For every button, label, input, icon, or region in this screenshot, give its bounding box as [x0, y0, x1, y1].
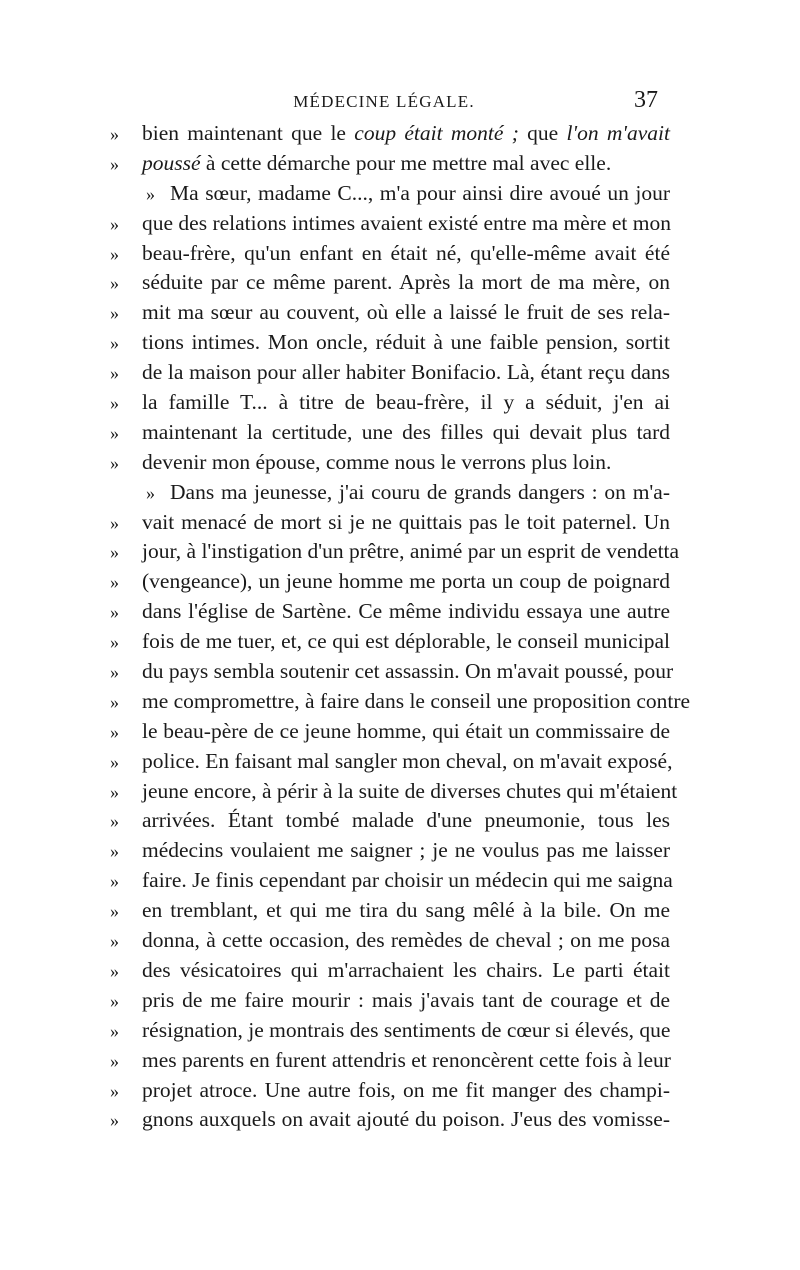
text-segment: donna, à cette occasion, des remèdes de cheval ; on me posa — [142, 928, 670, 953]
quote-mark: » — [110, 572, 119, 593]
text-segment: bien maintenant que le — [142, 121, 355, 145]
quote-mark: » — [110, 632, 119, 653]
line-text — [142, 510, 670, 535]
text-segment: la famille T... à titre de beau-frère, il y a séduit, j'en ai — [142, 390, 670, 415]
text-line — [104, 181, 670, 211]
quote-mark: » — [110, 422, 119, 443]
text-line — [104, 688, 691, 719]
line-text — [142, 1107, 670, 1132]
text-line — [104, 928, 670, 958]
line-text — [142, 1078, 670, 1103]
text-segment: mes parents en furent attendris et renoncèrent cette fois à leur — [142, 1047, 671, 1072]
quote-mark: » — [110, 542, 119, 563]
text-line — [104, 719, 670, 749]
line-text — [142, 958, 670, 983]
quote-mark: » — [110, 721, 119, 742]
line-text — [142, 838, 670, 863]
quote-mark: » — [146, 482, 155, 503]
quote-mark: » — [110, 333, 119, 354]
text-segment: gnons auxquels on avait ajouté du poison. J'eus des vomisse- — [142, 1107, 670, 1132]
text-line — [104, 539, 680, 569]
quote-mark: » — [110, 153, 119, 174]
line-text — [142, 390, 670, 415]
line-text — [142, 988, 670, 1013]
line-text — [142, 241, 670, 266]
line-text — [142, 300, 670, 325]
quote-mark: » — [110, 1050, 119, 1071]
line-text — [142, 719, 670, 744]
quote-mark: » — [110, 452, 119, 473]
line-text — [142, 360, 670, 385]
line-text — [142, 599, 670, 624]
quote-mark: » — [110, 841, 119, 862]
line-text — [142, 270, 670, 295]
text-line — [104, 748, 673, 779]
text-line — [104, 211, 670, 241]
text-line — [104, 241, 670, 271]
text-segment: devenir mon épouse, comme nous le verrons plus loin. — [142, 449, 612, 474]
text-line — [104, 958, 670, 988]
text-segment: faire. Je finis cependant par choisir un médecin qui me saigna — [142, 868, 673, 893]
line-text — [142, 808, 670, 833]
text-segment: en tremblant, et qui me tira du sang mêlé à la bile. On me — [142, 898, 670, 923]
line-text — [170, 480, 670, 505]
quote-mark: » — [110, 871, 119, 892]
quote-mark: » — [110, 811, 119, 832]
text-segment: que — [518, 121, 567, 145]
text-segment: dans l'église de Sartène. Ce même individu essaya une autre — [142, 599, 670, 624]
text-line — [104, 659, 674, 689]
text-line — [104, 1078, 670, 1108]
text-line — [104, 988, 670, 1018]
line-text — [142, 151, 670, 176]
text-segment: (vengeance), un jeune homme me porta un coup de poignard — [142, 569, 670, 594]
text-line — [104, 808, 670, 838]
line-text — [142, 779, 677, 804]
text-line — [104, 838, 670, 868]
text-segment: maintenant la certitude, une des filles qui devait plus tard — [142, 419, 670, 444]
quote-mark: » — [110, 781, 119, 802]
text-line — [104, 300, 670, 330]
text-segment: à cette démarche pour me mettre mal avec elle. — [200, 150, 612, 175]
quote-mark: » — [110, 931, 119, 952]
text-line — [104, 360, 670, 390]
text-segment: pris de me faire mourir : mais j'avais tant de courage et de — [142, 987, 670, 1012]
text-segment: médecins voulaient me saigner ; je ne voulus pas me laisser — [142, 838, 670, 863]
line-text — [142, 121, 670, 146]
quote-mark: » — [110, 1110, 119, 1131]
text-line — [104, 330, 670, 360]
running-title: MÉDECINE LÉGALE. — [293, 92, 475, 111]
text-line — [104, 1018, 670, 1048]
text-line — [104, 868, 673, 898]
text-line — [104, 390, 670, 420]
quote-mark: » — [110, 273, 119, 294]
text-segment: projet atroce. Une autre fois, on me fit manger des champi- — [142, 1077, 670, 1102]
text-segment: Dans ma jeunesse, j'ai couru de grands dangers : on m'a- — [170, 479, 670, 504]
text-segment: vait menacé de mort si je ne quittais pas le toit paternel. Un — [142, 509, 670, 534]
line-text — [142, 928, 670, 953]
text-segment: du pays sembla soutenir cet assassin. On m'avait poussé, pour — [142, 659, 674, 684]
line-text — [142, 659, 673, 684]
quote-mark: » — [110, 691, 119, 712]
line-text — [142, 569, 670, 594]
text-line — [104, 599, 670, 629]
text-line — [104, 121, 670, 151]
text-segment: des vésicatoires qui m'arrachaient les chairs. Le parti était — [142, 957, 670, 982]
quote-mark: » — [110, 512, 119, 533]
text-segment: séduite par ce même parent. Après la mort de ma mère, on — [142, 270, 670, 295]
text-segment: tions intimes. Mon oncle, réduit à une faible pension, sortit — [142, 330, 670, 355]
quote-mark: » — [110, 303, 119, 324]
line-text — [170, 181, 670, 206]
text-segment: que des relations intimes avaient existé entre ma mère et mon — [142, 210, 671, 235]
italic-segment: poussé — [142, 150, 201, 175]
text-segment: me compromettre, à faire dans le conseil une proposition contre — [142, 688, 691, 713]
text-line — [104, 1048, 670, 1078]
text-line — [104, 510, 670, 540]
body-text — [104, 121, 691, 1137]
quote-mark: » — [110, 363, 119, 384]
italic-segment: coup était monté ; — [354, 121, 519, 145]
text-segment: de la maison pour aller habiter Bonifacio. Là, étant reçu dans — [142, 360, 670, 385]
quote-mark: » — [110, 602, 119, 623]
quote-mark: » — [110, 1080, 119, 1101]
line-text — [142, 1048, 671, 1073]
line-text — [142, 868, 673, 893]
line-text — [142, 450, 670, 475]
quote-mark: » — [110, 213, 119, 234]
italic-segment: l'on m'avait — [566, 121, 670, 145]
text-line — [104, 480, 670, 510]
text-line — [104, 778, 678, 809]
quote-mark: » — [110, 124, 119, 144]
quote-mark: » — [110, 960, 119, 981]
text-line — [104, 629, 670, 659]
line-text — [142, 898, 670, 923]
text-line — [104, 569, 670, 599]
quote-mark: » — [146, 183, 155, 204]
text-line — [104, 420, 670, 450]
text-line — [104, 898, 670, 928]
text-segment: jeune encore, à périr à la suite de diverses chutes qui m'étaient — [142, 778, 678, 803]
text-segment: Ma sœur, madame C..., m'a pour ainsi dire avoué un jour — [170, 180, 670, 205]
quote-mark: » — [110, 751, 119, 772]
line-text — [142, 689, 690, 714]
quote-mark: » — [110, 662, 119, 683]
text-segment: résignation, je montrais des sentiments de cœur si élevés, que — [142, 1017, 671, 1042]
line-text — [142, 749, 672, 774]
quote-mark: » — [110, 990, 119, 1011]
quote-mark: » — [110, 243, 119, 264]
quote-mark: » — [110, 1020, 119, 1041]
page-number: 37 — [634, 87, 658, 113]
quote-mark: » — [110, 393, 119, 414]
quote-mark: » — [110, 901, 119, 922]
text-segment: police. En faisant mal sangler mon cheval, on m'avait exposé, — [142, 748, 673, 773]
text-segment: mit ma sœur au couvent, où elle a laissé le fruit de ses rela- — [142, 300, 670, 325]
line-text — [142, 420, 670, 445]
text-line — [104, 270, 670, 300]
text-line — [104, 450, 670, 480]
text-segment: le beau-père de ce jeune homme, qui était un commissaire de — [142, 718, 670, 743]
line-text — [142, 330, 670, 355]
text-line — [104, 151, 670, 181]
text-segment: fois de me tuer, et, ce qui est déplorable, le conseil municipal — [142, 629, 670, 654]
text-segment: jour, à l'instigation d'un prêtre, animé par un esprit de vendetta — [142, 539, 680, 564]
text-segment: arrivées. Étant tombé malade d'une pneumonie, tous les — [142, 808, 670, 833]
line-text — [142, 1018, 670, 1043]
line-text — [142, 629, 670, 654]
text-line — [104, 1107, 670, 1137]
line-text — [142, 539, 679, 564]
text-segment: beau-frère, qu'un enfant en était né, qu'elle-même avait été — [142, 240, 670, 265]
line-text — [142, 211, 671, 236]
running-head — [110, 87, 658, 120]
